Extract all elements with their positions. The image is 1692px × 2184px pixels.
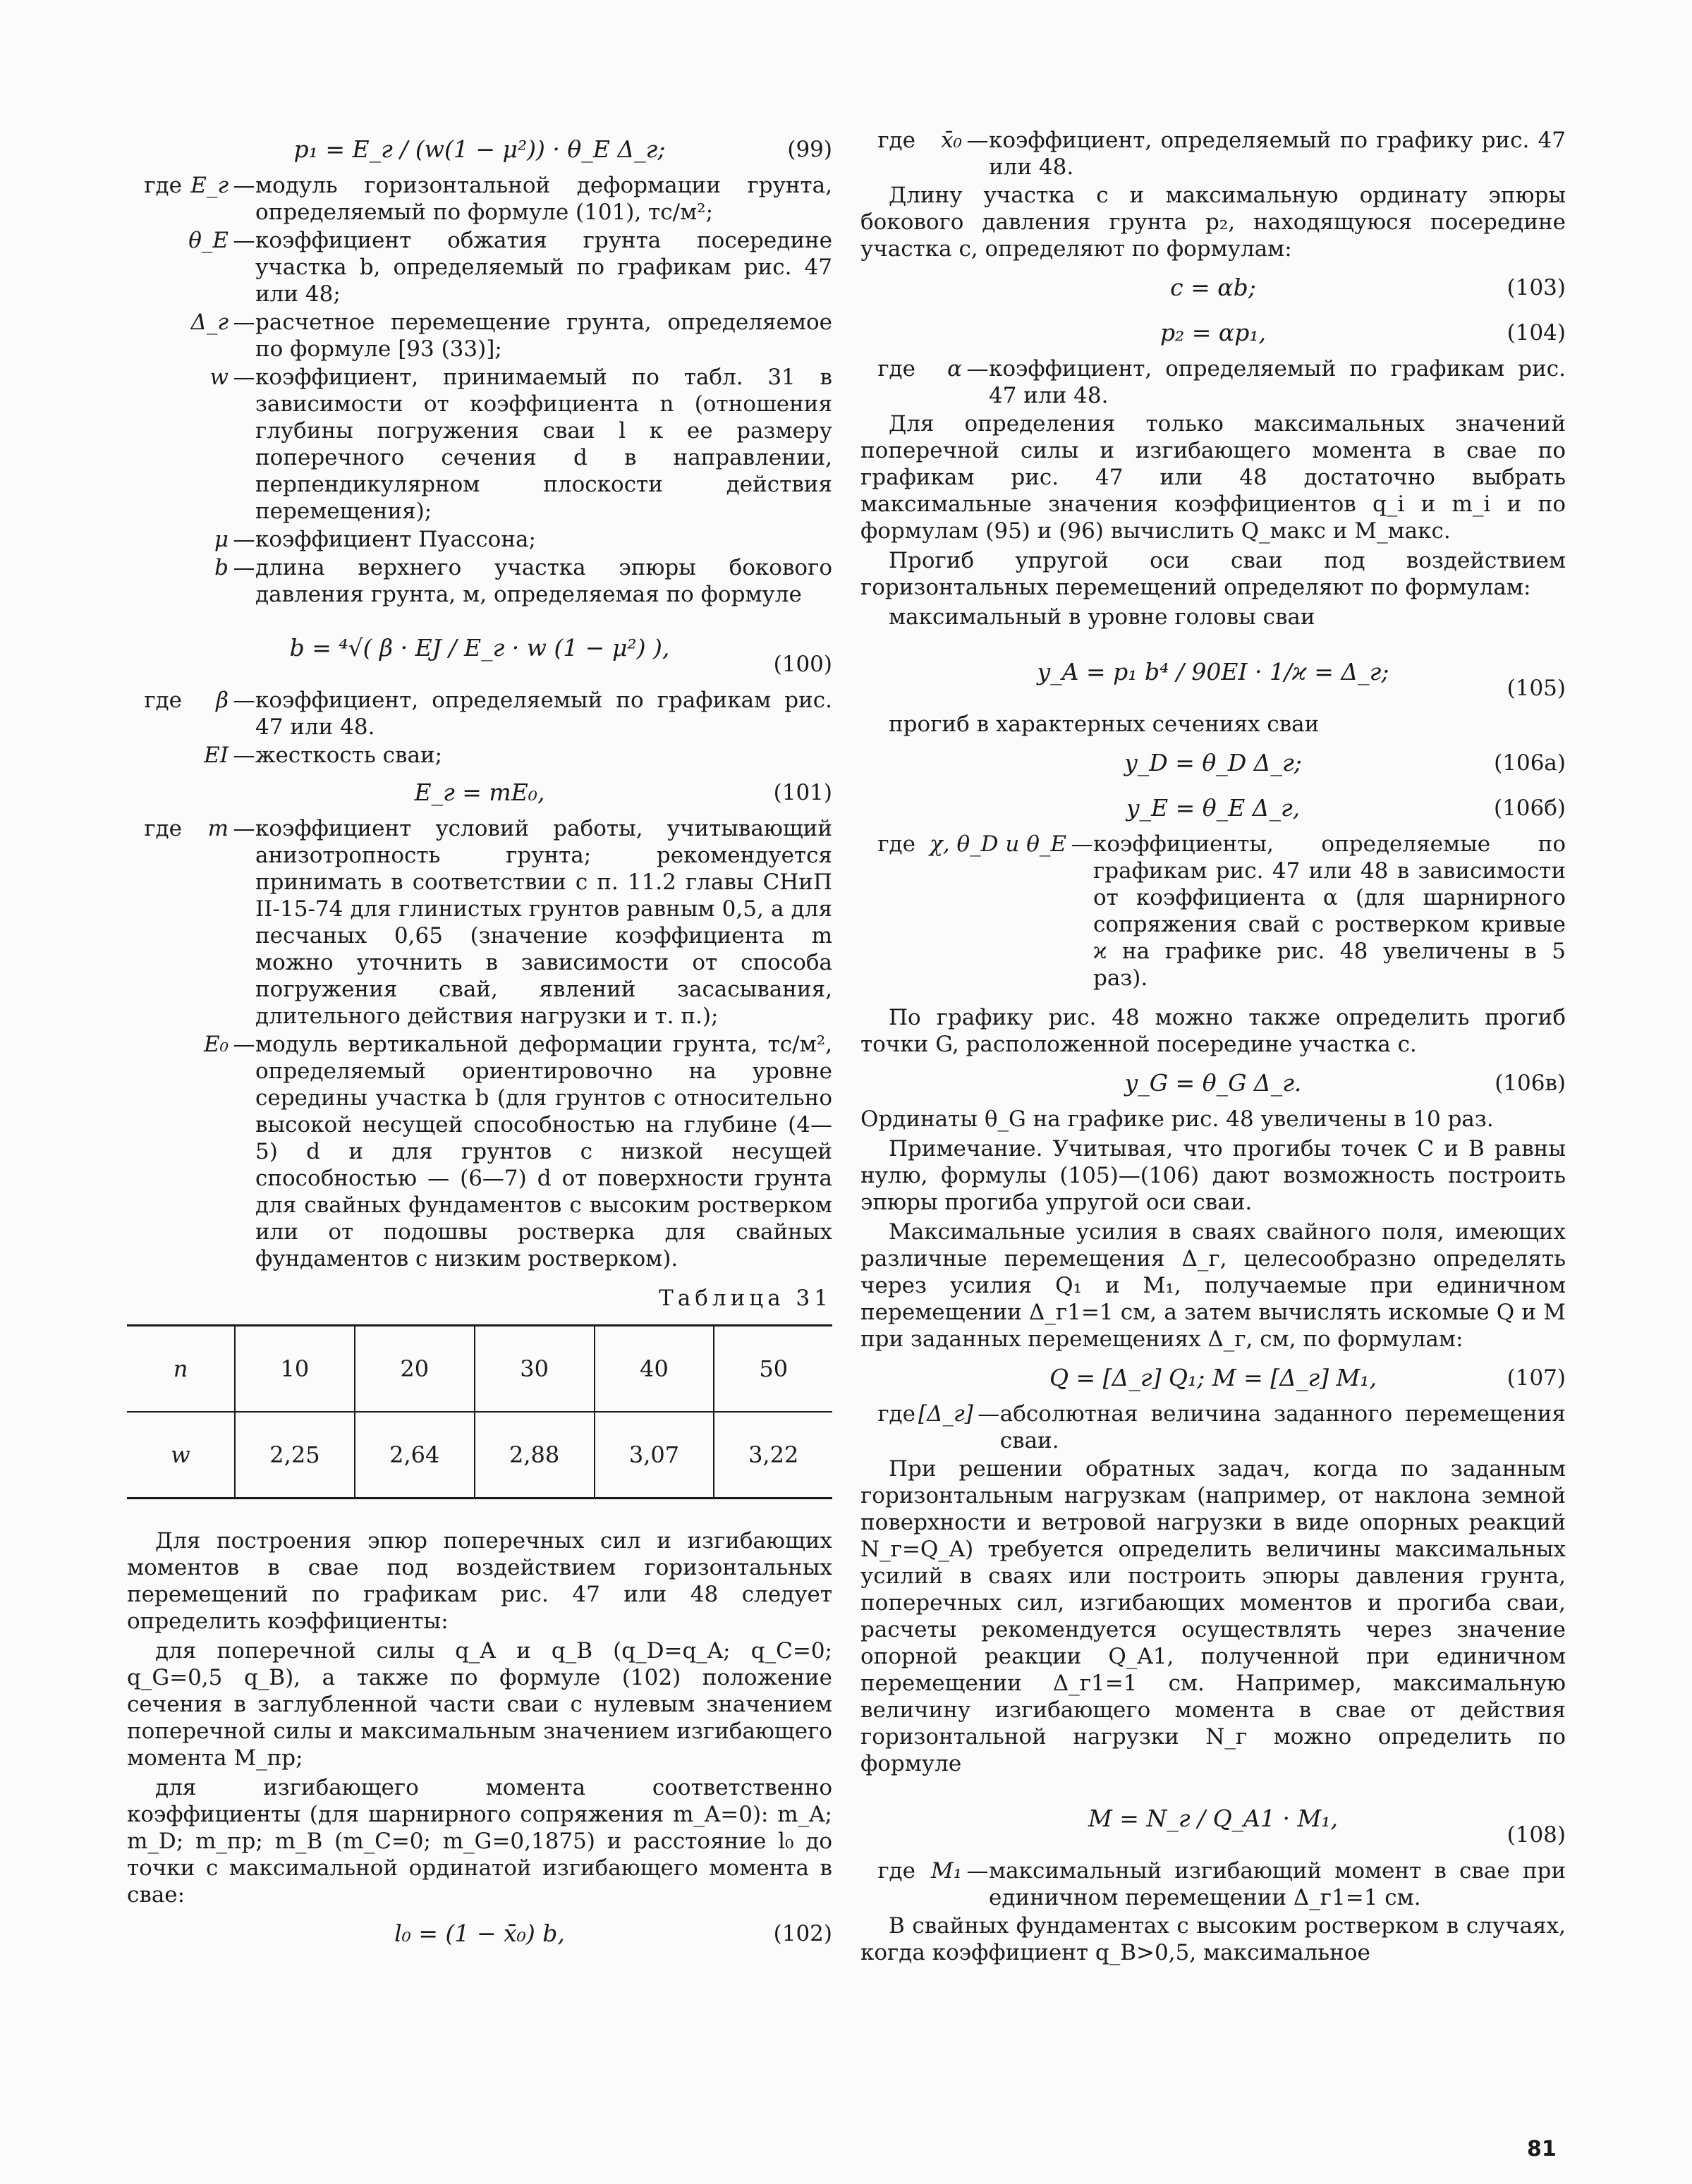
definition-item: EI — жесткость сваи;	[204, 743, 443, 768]
table-cell: 3,22	[714, 1412, 832, 1499]
formula-108: M = N_г / Q_A1 · M₁, (108)	[1088, 1805, 1566, 1848]
paragraph: Прогиб упругой оси сваи под воздействием горизонтальных перемещений определяют по формулам:	[860, 548, 1566, 600]
table-cell: 10	[235, 1326, 355, 1413]
definition-item: где χ, θ_D и θ_E — коэффициенты, определяемые по графикам рис. 47 или 48 в зависимости от коэффициента α (для шарнирного сопряжения свай с ростверком кривые ϰ на графике рис. 48 увеличены в 5 раз).	[877, 831, 1566, 991]
table-cell: 2,64	[355, 1412, 475, 1499]
paragraph: Максимальные усилия в сваях свайного поля, имеющих различные перемещения Δ_г, целесообразно определять через усилия Q₁ и M₁, получаемые при единичном перемещении Δ_г1=1 см, а затем вычислять искомые Q и M при заданных перемещениях Δ_г, см, по формулам:	[860, 1219, 1566, 1352]
page-number: 81	[1527, 2137, 1557, 2161]
paragraph: для поперечной силы q_A и q_B (q_D=q_A; q_C=0; q_G=0,5 q_B), а также по формуле (102) положение сечения в заглубленной части сваи с нулевым значением поперечной силы и максимальным значением изгибающего момента M_пр;	[127, 1638, 832, 1771]
definition-item: θ_E — коэффициент обжатия грунта посередине участка b, определяемый по графикам рис. 47 или 48;	[188, 228, 832, 307]
definition-item: где m — коэффициент условий работы, учитывающий анизотропность грунта; рекомендуется принимать в соответствии с п. 11.2 главы СНиП II-15-74 для глинистых грунтов равным 0,5, а для песчаных 0,65 (значение коэффициента m можно уточнить в зависимости от способа погружения свай, явлений засасывания, длительного действия нагрузки и т. п.);	[144, 816, 832, 1029]
formula-99: p₁ = E_г / (w(1 − μ²)) · θ_E Δ_г; (99)	[293, 135, 832, 163]
table-cell: 2,25	[235, 1412, 355, 1499]
formula-107: Q = [Δ_г] Q₁; M = [Δ_г] M₁, (107)	[1049, 1364, 1566, 1391]
formula-100: b = ⁴√( β · EJ / E_г · w (1 − μ²) ), (100)	[289, 634, 832, 677]
definition-item: где x̄₀ — коэффициент, определяемый по графику рис. 47 или 48.	[877, 128, 1566, 180]
left-column	[127, 127, 832, 1956]
table-cell: 50	[714, 1326, 832, 1413]
formula-102: l₀ = (1 − x̄₀) b, (102)	[394, 1920, 832, 1947]
paragraph: прогиб в характерных сечениях сваи	[889, 712, 1320, 737]
paragraph: Для определения только максимальных значений поперечной силы и изгибающего момента в свае по графикам рис. 47 или 48 достаточно выбрать максимальные значения коэффициентов q_i и m_i и по формулам (95) и (96) вычислить Q_макс и M_макс.	[860, 411, 1566, 544]
paragraph: При решении обратных задач, когда по заданным горизонтальным нагрузкам (например, от наклона земной поверхности и ветровой нагрузки в виде опорных реакций N_г=Q_A) требуется определить величины максимальных усилий в сваях или построить эпюры давления грунта, поперечных сил, изгибающих моментов и прогиба сваи, расчеты рекомендуется осуществлять через значение опорной реакции Q_A1, полученной при единичном перемещении Δ_г1=1 см. Например, максимальную величину изгибающего момента в свае от действия горизонтальной нагрузки N_г можно определить по формуле	[860, 1456, 1566, 1776]
formula-106a: y_D = θ_D Δ_г; (106а)	[1124, 749, 1566, 776]
paragraph: максимальный в уровне головы сваи	[889, 604, 1315, 630]
table-cell: 2,88	[475, 1412, 595, 1499]
paragraph: В свайных фундаментах с высоким ростверком в случаях, когда коэффициент q_B>0,5, максимальное	[860, 1913, 1566, 1965]
definition-item: где E_г — модуль горизонтальной деформации грунта, определяемый по формуле (101), тс/м²;	[144, 173, 832, 225]
definition-item: где α — коэффициент, определяемый по графикам рис. 47 или 48.	[877, 356, 1566, 408]
table-cell: 30	[475, 1326, 595, 1413]
table-cell: 3,07	[595, 1412, 714, 1499]
formula-103: c = αb; (103)	[1170, 274, 1566, 301]
table-31	[127, 1324, 832, 1499]
paragraph: По графику рис. 48 можно также определить прогиб точки G, расположенной посередине участка c.	[860, 1005, 1566, 1057]
definition-item: Δ_г — расчетное перемещение грунта, определяемое по формуле [93 (33)];	[190, 310, 832, 362]
definition-item: E₀ — модуль вертикальной деформации грунта, тс/м², определяемый ориентировочно на уровне середины участка b (для грунтов с относительно высокой несущей способностью на глубине (4—5) d и для грунтов с низкой несущей способностью — (6—7) d от поверхности грунта для свайных фундаментов с высоким ростверком или от подошвы ростверка для свайных фундаментов с низким ростверком).	[203, 1032, 832, 1271]
table-row	[127, 1326, 832, 1413]
table-cell: 20	[355, 1326, 475, 1413]
paragraph: Для построения эпюр поперечных сил и изгибающих моментов в свае под воздействием горизонтальных перемещений по графикам рис. 47 или 48 следует определить коэффициенты:	[127, 1528, 832, 1634]
table-row	[127, 1412, 832, 1499]
definition-item: μ — коэффициент Пуассона;	[214, 527, 536, 552]
table-title: Таблица 31	[659, 1286, 832, 1311]
paragraph: Длину участка c и максимальную ординату эпюры бокового давления грунта p₂, находящуюся посередине участка c, определяют по формулам:	[860, 183, 1566, 262]
table-cell: 40	[595, 1326, 714, 1413]
formula-101: E_г = mE₀, (101)	[414, 779, 832, 806]
definition-item: где β — коэффициент, определяемый по графикам рис. 47 или 48.	[144, 688, 832, 740]
definition-item: где [Δ_г] — абсолютная величина заданного перемещения сваи.	[877, 1401, 1566, 1453]
definition-item: b — длина верхнего участка эпюры бокового давления грунта, м, определяемая по формуле	[214, 555, 832, 607]
paragraph: Ординаты θ_G на графике рис. 48 увеличены в 10 раз.	[860, 1106, 1494, 1132]
formula-106b: y_E = θ_E Δ_г, (106б)	[1126, 794, 1566, 822]
table-cell: n	[127, 1326, 235, 1413]
formula-106v: y_G = θ_G Δ_г. (106в)	[1124, 1069, 1566, 1097]
definition-item: где M₁ — максимальный изгибающий момент в свае при единичном перемещении Δ_г1=1 см.	[877, 1858, 1566, 1910]
formula-104: p₂ = αp₁, (104)	[1160, 319, 1566, 346]
paragraph: для изгибающего момента соответственно коэффициенты (для шарнирного сопряжения m_A=0): m_A; m_D; m_пр; m_B (m_C=0; m_G=0,1875) и расстояние l₀ до точки с максимальной ординатой изгибающего момента в свае:	[127, 1775, 832, 1908]
note-paragraph: Примечание. Учитывая, что прогибы точек C и B равны нулю, формулы (105)—(106) дают возможность построить эпюры прогиба упругой оси сваи.	[860, 1136, 1566, 1215]
definition-item: w — коэффициент, принимаемый по табл. 31 в зависимости от коэффициента n (отношения глубины погружения сваи l к ее размеру поперечного сечения d в направлении, перпендикулярном плоскости действия перемещения);	[209, 365, 832, 524]
table-cell: w	[171, 1441, 190, 1468]
formula-105: y_A = p₁ b⁴ / 90EI · 1/ϰ = Δ_г; (105)	[1037, 658, 1566, 701]
right-column	[860, 127, 1566, 1969]
